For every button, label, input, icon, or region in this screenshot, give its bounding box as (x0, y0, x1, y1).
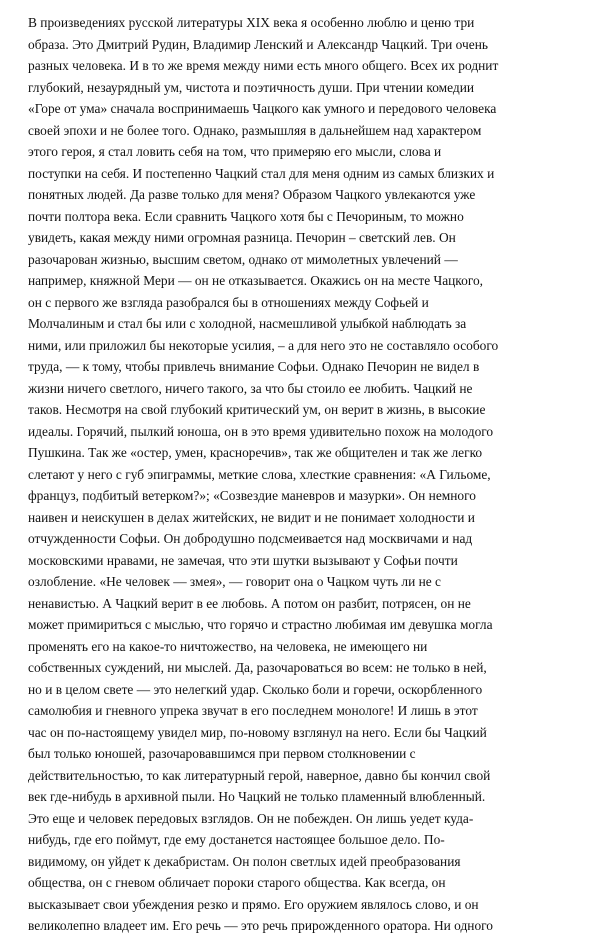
text-line: В произведениях русской литературы XIX века я особенно люблю и ценю три (28, 15, 475, 30)
text-line: великолепно владеет им. Его речь — это речь прирожденного оратора. Ни одного (28, 918, 493, 933)
text-line: глубокий, незаурядный ум, чистота и поэтичность души. При чтении комедии (28, 79, 475, 95)
text-line: век где-нибудь в архивной пыли. Но Чацкий не только пламенный влюбленный. (28, 789, 486, 804)
text-line: высказывает свои убеждения резко и прямо. Его оружием являлось слово, и он (28, 896, 479, 912)
text-line: своей эпохи и не более того. Однако, размышляя в дальнейшем над характером (28, 122, 482, 138)
text-line: озлобление. «Не человек — змея», — говорит она о Чацком чуть ли не с (28, 574, 442, 589)
text-line: увидеть, какая между ними огромная разница. Печорин – светский лев. Он (28, 230, 456, 245)
text-line: собственных суждений, ни мыслей. Да, разочароваться во всем: не только в ней, (28, 660, 487, 675)
text-line: разочарован жизнью, высшим светом, однако от мимолетных увлечений — (28, 251, 458, 267)
text-line: нибудь, где его поймут, где ему достанется настоящее большое дело. По- (28, 832, 445, 847)
text-line: он с первого же взгляда разобрался бы в отношениях между Софьей и (28, 294, 429, 310)
text-line: слетают у него с губ эпиграммы, меткие слова, хлесткие сравнения: «А Гильоме, (28, 466, 491, 482)
text-line: француз, подбитый ветерком?»; «Созвездие маневров и мазурки». Он немного (28, 488, 476, 503)
text-line: разных человека. И в то же время между ними есть много общего. Всех их роднит (28, 58, 499, 73)
text-line: таков. Несмотря на свой глубокий критический ум, он верит в жизнь, в высокие (28, 402, 486, 417)
text-line: променять его на какое-то ничтожество, на человека, не имеющего ни (28, 638, 428, 654)
text-line: московскими нравами, не замечая, что эти шутки вызывают у Софьи почти (28, 552, 458, 568)
text-line: ними, или приложил бы некоторые усилия, – а для него это не составляло особого (28, 337, 499, 353)
text-line: например, княжной Мери — он не отказывается. Окажись он на месте Чацкого, (28, 273, 484, 288)
text-line: Пушкина. Так же «остер, умен, красноречив», так же общителен и так же легко (28, 445, 483, 460)
text-line: был только юношей, разочаровавшимся при первом столкновении с (28, 746, 416, 761)
text-line: образа. Это Дмитрий Рудин, Владимир Ленский и Александр Чацкий. Три очень (28, 36, 488, 52)
essay-text (28, 12, 573, 937)
text-line: наивен и неискушен в делах житейских, не видит и не понимает холодности и (28, 509, 475, 525)
text-line: ненавистью. А Чацкий верит в ее любовь. А потом он разбит, потрясен, он не (28, 595, 471, 611)
text-line: идеалы. Горячий, пылкий юноша, он в это время удивительно похож на молодого (28, 423, 494, 439)
text-line: Это еще и человек передовых взглядов. Он не побежден. Он лишь уедет куда- (28, 810, 474, 826)
text-line: общества, он с гневом обличает пороки старого общества. Как всегда, он (28, 875, 446, 890)
text-line: понятных людей. Да разве только для меня? Образом Чацкого увлекаются уже (28, 187, 476, 202)
text-line: действительностью, то как литературный герой, наверное, давно бы кончил свой (28, 767, 491, 783)
text-line: поступки на себя. И постепенно Чацкий стал для меня одним из самых близких и (28, 165, 495, 181)
text-line: самолюбия и гневного упрека звучат в его последнем монологе! И лишь в этот (28, 703, 478, 718)
text-line: Молчалиным и стал бы или с холодной, насмешливой улыбкой наблюдать за (28, 316, 467, 331)
text-line: но и в целом свете — это нелегкий удар. Сколько боли и горечи, оскорбленного (28, 681, 483, 697)
text-line: этого героя, я стал ловить себя на том, что примеряю его мысли, слова и (28, 144, 442, 159)
text-line: видимому, он уйдет к декабристам. Он полон светлых идей преобразования (28, 853, 461, 869)
text-line: жизни ничего светлого, ничего такого, за что бы стоило ее любить. Чацкий не (28, 380, 473, 396)
text-line: час он по-настоящему увидел мир, по-новому взглянул на него. Если бы Чацкий (28, 724, 487, 740)
text-line: отчужденности Софьи. Он добродушно подсмеивается над москвичами и над (28, 531, 473, 546)
text-line: может примириться с мыслью, что горячо и страстно любимая им девушка могла (28, 617, 493, 632)
text-line: почти полтора века. Если сравнить Чацкого хотя бы с Печориным, то можно (28, 208, 464, 224)
text-line: труда, — к тому, чтобы привлечь внимание Софьи. Однако Печорин не видел в (28, 359, 480, 374)
text-line: «Горе от ума» сначала воспринимаешь Чацкого как умного и передового человека (28, 101, 497, 116)
